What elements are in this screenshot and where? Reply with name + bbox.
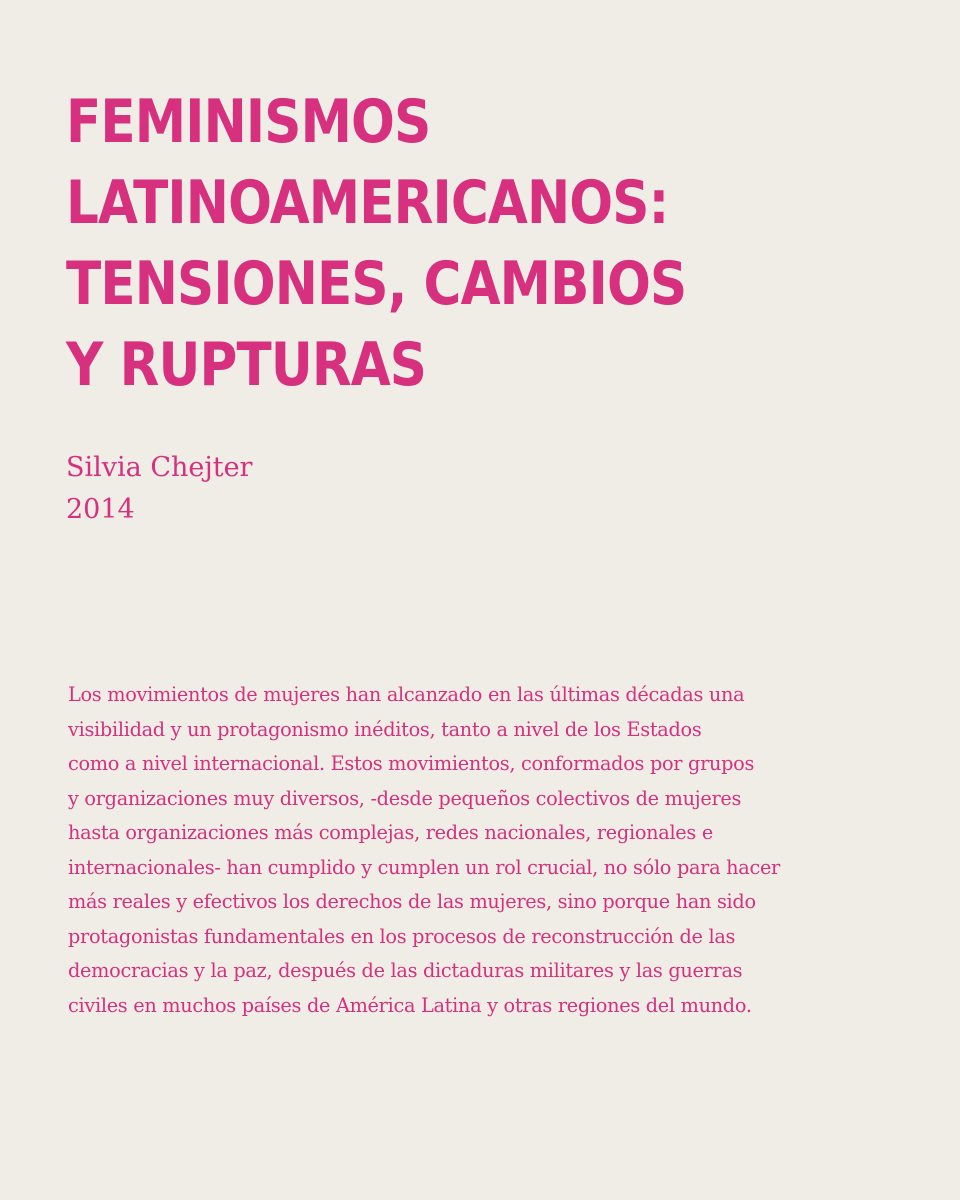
body-line: internacionales- han cumplido y cumplen un rol crucial, no sólo para hacer xyxy=(68,855,780,879)
body-line: como a nivel internacional. Estos movimientos, conformados por grupos xyxy=(68,752,755,775)
title-line: TENSIONES, CAMBIOS xyxy=(66,249,687,319)
document-title xyxy=(66,82,771,406)
body-line: y organizaciones muy diversos, -desde pequeños colectivos de mujeres xyxy=(68,786,742,810)
title-line: FEMINISMOS xyxy=(66,87,431,157)
body-line: más reales y efectivos los derechos de las mujeres, sino porque han sido xyxy=(68,890,756,913)
body-line: Los movimientos de mujeres han alcanzado en las últimas décadas una xyxy=(68,683,745,706)
body-line: civiles en muchos países de América Latina y otras regiones del mundo. xyxy=(68,993,752,1017)
body-line: hasta organizaciones más complejas, redes nacionales, regionales e xyxy=(68,821,713,844)
body-line: protagonistas fundamentales en los procesos de reconstrucción de las xyxy=(68,924,736,948)
title-line: Y RUPTURAS xyxy=(66,330,427,400)
body-line: democracias y la paz, después de las dictaduras militares y las guerras xyxy=(68,959,743,982)
author-name: Silvia Chejter xyxy=(66,452,253,483)
publication-year: 2014 xyxy=(66,494,135,525)
author-block xyxy=(66,447,252,531)
body-line: visibilidad y un protagonismo inéditos, tanto a nivel de los Estados xyxy=(68,717,702,741)
title-line: LATINOAMERICANOS: xyxy=(66,168,669,238)
body-paragraph xyxy=(68,678,780,1023)
